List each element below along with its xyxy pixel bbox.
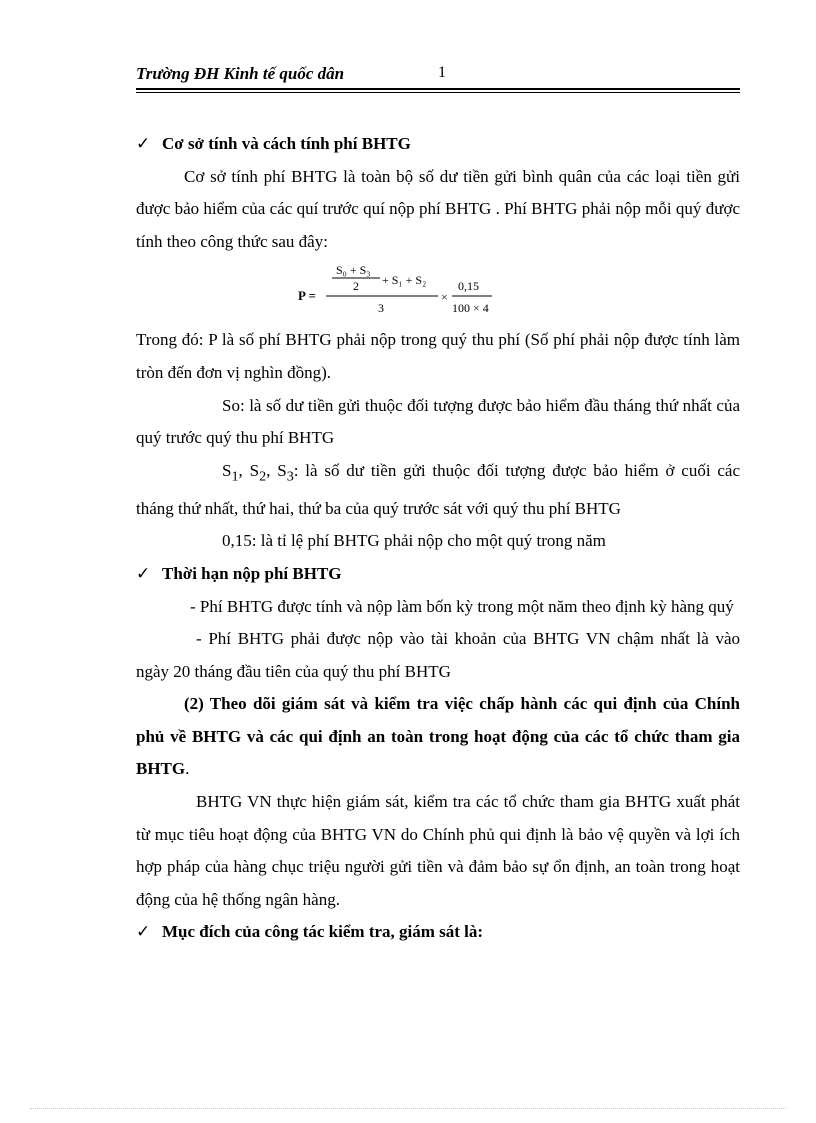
formula-graphic [296, 260, 496, 322]
paragraph: $S_1$, $S_2$, $S_3$: là số dư tiền gửi thuộc đối tượng được bảo hiểm ở cuối các tháng thứ nhất, thứ hai, thứ ba của quý trước sát với quý thu phí BHTG [136, 460, 740, 518]
formula-three: 3 [378, 301, 384, 316]
section-heading: ✓ Thời hạn nộp phí BHTG [136, 558, 740, 591]
footer-rule [30, 1108, 786, 1109]
paragraph: BHTG VN thực hiện giám sát, kiểm tra các tổ chức tham gia BHTG xuất phát từ mục tiêu hoạt động của BHTG VN do Chính phủ qui định là bảo vệ quyền và lợi ích hợp pháp của hàng chục triệu người gửi tiền và đảm bảo sự ổn định, an toàn trong hoạt động của hệ thống ngân hàng. [136, 792, 740, 909]
school-name: Trường ĐH Kinh tế quốc dân [136, 64, 345, 83]
formula-two: 2 [353, 279, 359, 294]
header-rule-thick [136, 88, 740, 90]
formula-lhs: P = [298, 288, 316, 304]
paragraph: Cơ sở tính phí BHTG là toàn bộ số dư tiền gửi bình quân của các loại tiền gửi được bảo hiểm của các quí trước quí nộp phí BHTG . Phí BHTG phải nộp mỗi quý được tính theo công thức sau đây: [136, 166, 740, 251]
paragraph: - Phí BHTG phải được nộp vào tài khoản của BHTG VN chậm nhất là vào ngày 20 tháng đầu tiên của quý thu phí BHTG [136, 629, 740, 681]
formula-rate-num: 0,15 [458, 279, 479, 294]
document-body [136, 128, 740, 949]
formula-times: × [441, 290, 448, 305]
formula-plus-terms: + S₁ + S₂ [382, 273, 427, 288]
section-heading: ✓ Cơ sở tính và cách tính phí BHTG [136, 128, 740, 161]
header-rule-thin [136, 92, 740, 93]
section-heading-bold: (2) Theo dõi giám sát và kiểm tra việc chấp hành các qui định của Chính phủ về BHTG và các qui định an toàn trong hoạt động của các tổ chức tham gia BHTG. [136, 694, 740, 779]
page-number: 1 [438, 64, 446, 81]
page-header [136, 64, 740, 90]
section-heading: ✓ Mục đích của công tác kiểm tra, giám sát là: [136, 916, 740, 949]
paragraph: So: là số dư tiền gửi thuộc đối tượng được bảo hiểm đầu tháng thứ nhất của quý trước quý thu phí BHTG [136, 395, 740, 448]
check-mark-icon: ✓ [136, 922, 151, 942]
check-mark-icon: ✓ [136, 563, 151, 583]
paragraph: 0,15: là tỉ lệ phí BHTG phải nộp cho một quý trong năm [222, 531, 606, 551]
fee-formula [136, 260, 740, 322]
formula-rate-den: 100 × 4 [452, 301, 489, 316]
paragraph: - Phí BHTG được tính và nộp làm bốn kỳ trong một năm theo định kỳ hàng quý [190, 596, 734, 616]
check-mark-icon: ✓ [136, 134, 151, 153]
formula-s0s3: S₀ + S₃ [336, 263, 371, 278]
paragraph: Trong đó: P là số phí BHTG phải nộp trong quý thu phí (Số phí phải nộp được tính làm tròn đến đơn vị nghìn đồng). [136, 330, 740, 382]
